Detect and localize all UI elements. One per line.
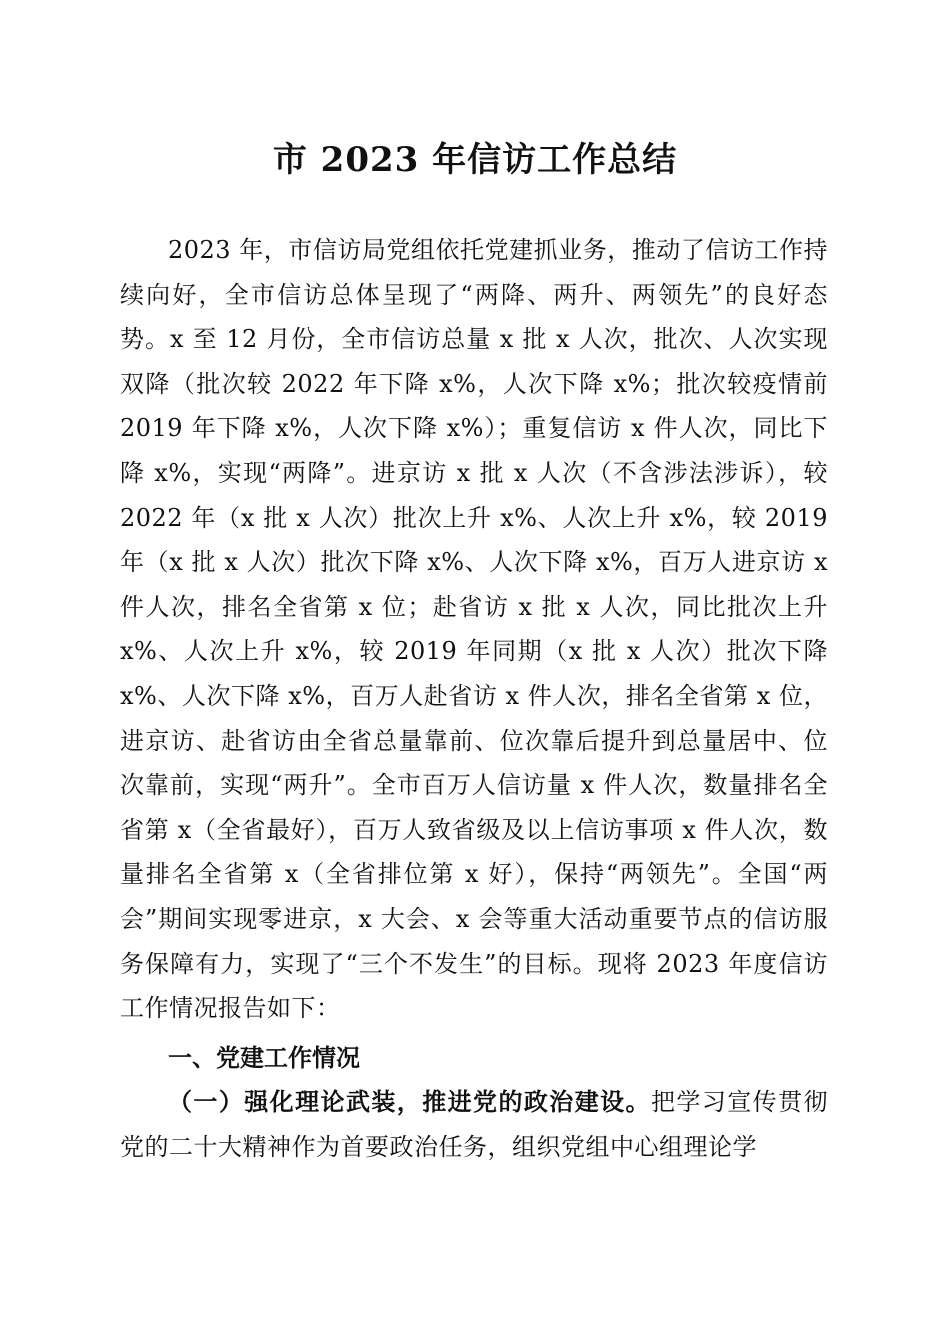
intro-paragraph: 2023 年，市信访局党组依托党建抓业务，推动了信访工作持续向好，全市信访总体呈现了“两降、两升、两领先”的良好态势。x 至 12 月份，全市信访总量 x 批 x 人次，批次、人次实现双降（批次较 2022 年下降 x%，人次下降 x%；批次较疫情前 2019 年下降 x%，人次下降 x%）；重复信访 x 件人次，同比下降 x%，实现“两降”。进京访 x 批 x 人次（不含涉法涉诉），较 2022 年（x 批 x 人次）批次上升 x%、人次上升 x%，较 2019 年（x 批 x 人次）批次下降 x%、人次下降 x%，百万人进京访 x 件人次，排名全省第 x 位；赴省访 x 批 x 人次，同比批次上升 x%、人次上升 x%，较 2019 年同期（x 批 x 人次）批次下降 x%、人次下降 x%，百万人赴省访 x 件人次，排名全省第 x 位，进京访、赴省访由全省总量靠前、位次靠后提升到总量居中、位次靠前，实现“两升”。全市百万人信访量 x 件人次，数量排名全省第 x（全省最好），百万人致省级及以上信访事项 x 件人次，数量排名全省第 x（全省排位第 x 好），保持“两领先”。全国“两会”期间实现零进京，x 大会、x 会等重大活动重要节点的信访服务保障有力，实现了“三个不发生”的目标。现将 2023 年度信访工作情况报告如下： — [120, 236, 828, 1023]
section-heading-party-building: 一、党建工作情况 — [168, 1044, 360, 1072]
subsection-paragraph — [120, 1080, 828, 1169]
document-title: 市 2023 年信访工作总结 — [272, 140, 678, 180]
subsection-lead: （一）强化理论武装，推进党的政治建设。 — [168, 1087, 651, 1116]
subsection-text: 把学习宣传贯彻党的二十大精神作为首要政治任务，组织党组中心组理论学 — [120, 1088, 829, 1161]
